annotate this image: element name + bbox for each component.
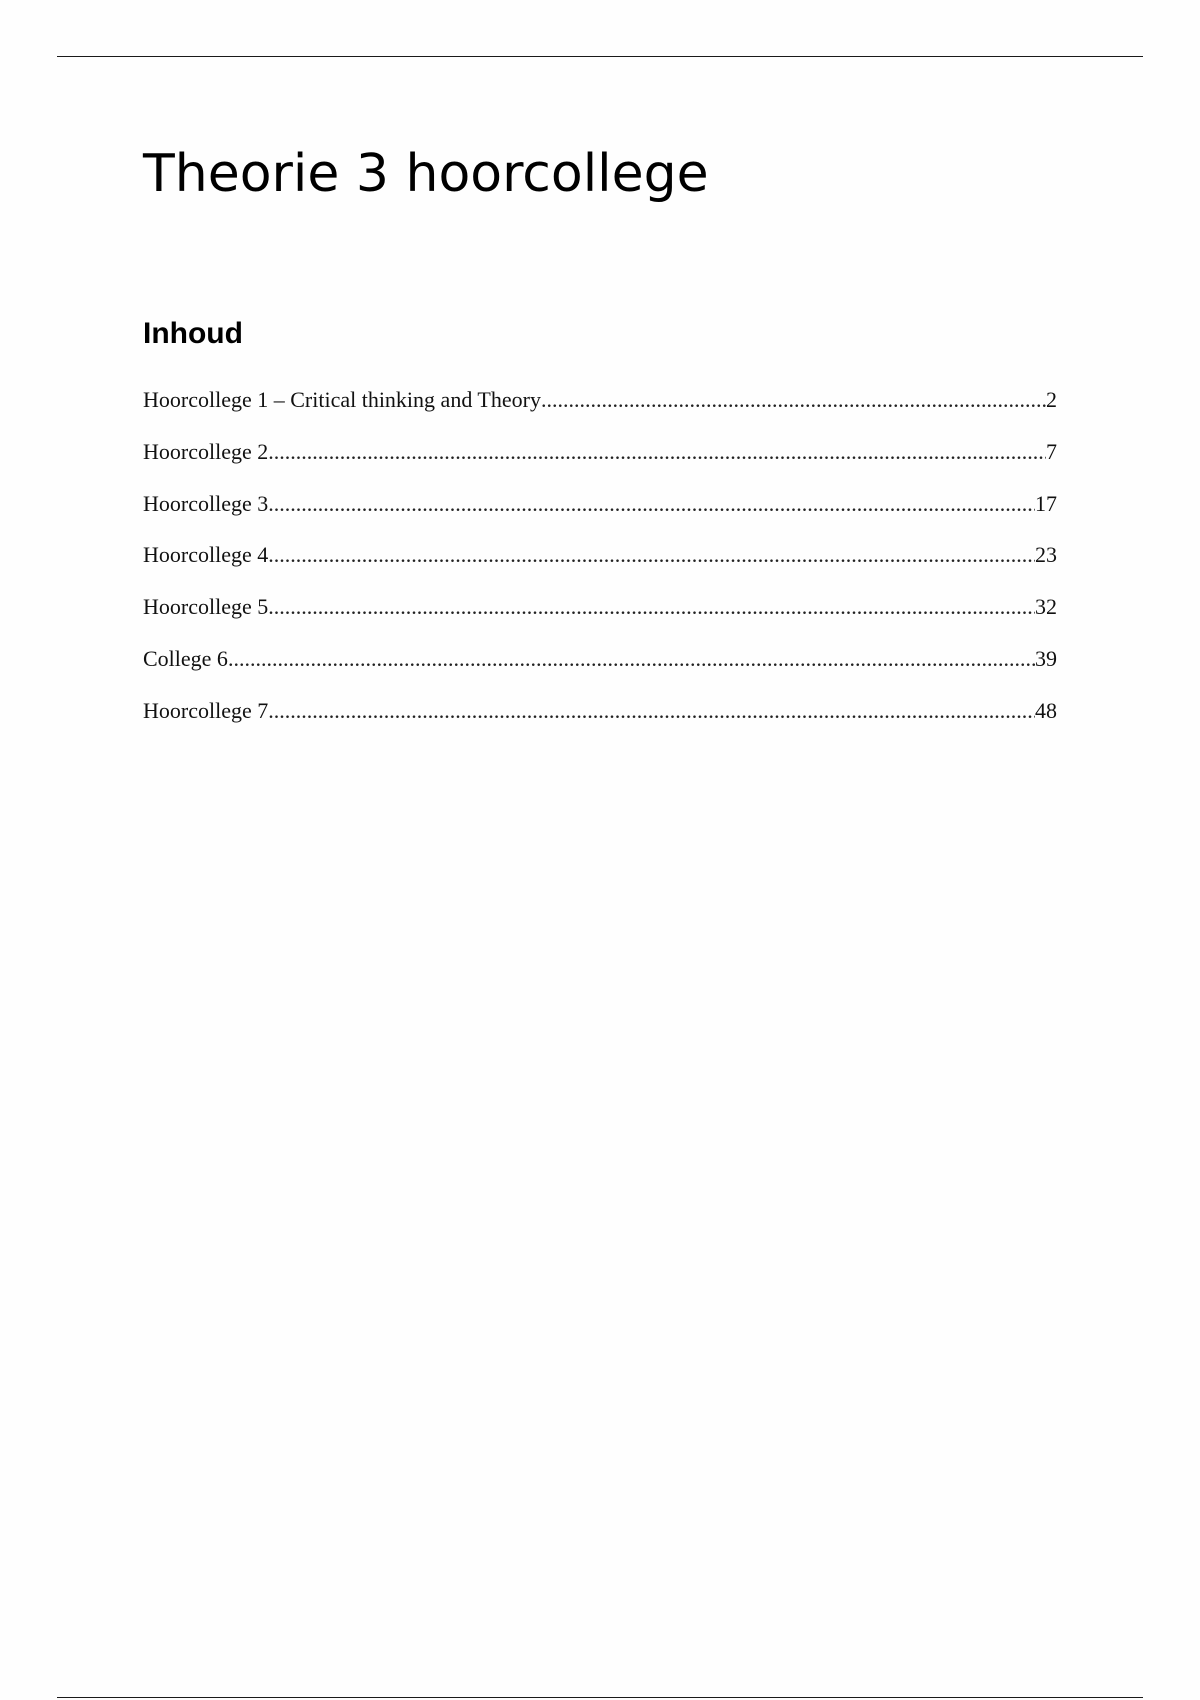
- toc-dot-leader: [228, 639, 1035, 679]
- toc-dot-leader: [268, 535, 1035, 575]
- footer-rule: [57, 1697, 1143, 1698]
- toc-entry-label: Hoorcollege 2: [143, 438, 269, 464]
- header-rule: [57, 56, 1143, 57]
- toc-dot-leader: [268, 432, 1046, 472]
- toc-dot-leader: [268, 691, 1035, 731]
- toc-entry-page: 39: [1035, 645, 1057, 671]
- toc-heading: Inhoud: [143, 317, 243, 350]
- toc-entry-hoorcollege-4[interactable]: [143, 535, 1057, 587]
- toc-entry-page: 32: [1035, 594, 1057, 620]
- toc-entry-label: Hoorcollege 7: [143, 697, 269, 723]
- toc-entry-hoorcollege-1[interactable]: [143, 380, 1057, 432]
- table-of-contents: [143, 380, 1057, 743]
- toc-dot-leader: [541, 380, 1046, 420]
- document-title: Theorie 3 hoorcollege: [143, 144, 709, 204]
- toc-dot-leader: [268, 587, 1035, 627]
- toc-entry-page: 2: [1046, 387, 1057, 412]
- toc-entry-hoorcollege-5[interactable]: [143, 587, 1057, 639]
- toc-dot-leader: [268, 484, 1035, 524]
- toc-entry-label: Hoorcollege 3: [143, 490, 269, 516]
- toc-entry-hoorcollege-2[interactable]: [143, 432, 1057, 484]
- toc-entry-college-6[interactable]: [143, 639, 1057, 691]
- toc-entry-label: College 6: [143, 645, 228, 671]
- toc-entry-page: 48: [1035, 697, 1057, 723]
- toc-entry-hoorcollege-3[interactable]: [143, 484, 1057, 536]
- toc-entry-page: 17: [1035, 490, 1057, 516]
- toc-entry-label: Hoorcollege 4: [143, 542, 269, 568]
- toc-entry-label: Hoorcollege 5: [143, 594, 269, 620]
- toc-entry-page: 7: [1046, 438, 1057, 464]
- toc-entry-hoorcollege-7[interactable]: [143, 691, 1057, 743]
- toc-entry-label: Hoorcollege 1 – Critical thinking and Theory: [143, 387, 541, 412]
- toc-entry-page: 23: [1035, 542, 1057, 568]
